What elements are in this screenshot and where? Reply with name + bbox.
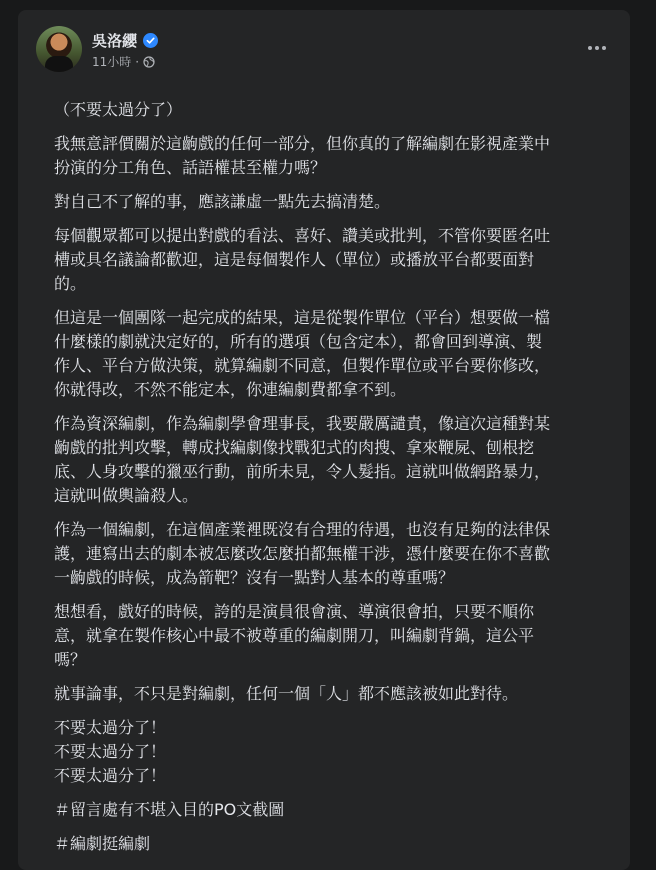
post-paragraph xyxy=(54,132,634,180)
post-text-line: 扮演的分工角色、話語權甚至權力嗎？ xyxy=(54,158,327,177)
verified-badge-icon xyxy=(143,33,158,48)
post-body xyxy=(54,98,634,866)
post-paragraph xyxy=(54,224,634,296)
post-text-line: 底、人身攻擊的獵巫行動，前所未見，令人髮指。這就叫做網路暴力， xyxy=(54,462,551,481)
post-paragraph xyxy=(54,518,634,590)
post-text-line: 不要太過分了！ xyxy=(54,766,167,785)
post-text-line: 作為一個編劇，在這個產業裡既沒有合理的待遇，也沒有足夠的法律保 xyxy=(54,520,551,539)
meta-separator: · xyxy=(135,54,140,69)
post-text-line: 齣戲的批判攻擊，轉成找編劇像找戰犯式的肉搜、拿來鞭屍、刨根挖 xyxy=(54,438,535,457)
post-text-line: 你就得改，不然不能定本，你連編劇費都拿不到。 xyxy=(54,380,407,399)
post-text-line: 想想看，戲好的時候，誇的是演員很會演、導演很會拍，只要不順你 xyxy=(54,602,535,621)
post-text-line: 意，就拿在製作核心中最不被尊重的編劇開刀，叫編劇背鍋，這公平 xyxy=(54,626,535,645)
author-name[interactable]: 吳洛纓 xyxy=(92,31,138,50)
post-text-line: 這就叫做輿論殺人。 xyxy=(54,486,199,505)
post-header xyxy=(36,26,612,76)
post-card xyxy=(18,10,630,870)
post-text-line: （不要太過分了） xyxy=(54,100,183,119)
post-paragraph xyxy=(54,798,634,822)
post-meta xyxy=(92,53,155,70)
post-paragraph xyxy=(54,98,634,122)
post-paragraph xyxy=(54,832,634,856)
post-paragraph xyxy=(54,190,634,214)
globe-icon[interactable] xyxy=(143,56,155,68)
post-text-line: 的。 xyxy=(54,274,87,293)
post-paragraph xyxy=(54,412,634,508)
post-text-line: 不要太過分了！ xyxy=(54,742,167,761)
post-paragraph xyxy=(54,306,634,402)
post-text-line: ＃編劇挺編劇 xyxy=(54,834,151,853)
post-text-line: 作為資深編劇，作為編劇學會理事長，我要嚴厲譴責，像這次這種對某 xyxy=(54,414,551,433)
post-paragraph xyxy=(54,682,634,706)
post-text-line: 我無意評價關於這齣戲的任何一部分，但你真的了解編劇在影視產業中 xyxy=(54,134,551,153)
post-text-line: 什麼樣的劇就決定好的，所有的選項（包含定本），都會回到導演、製 xyxy=(54,332,543,351)
post-text-line: 嗎？ xyxy=(54,650,87,669)
post-text-line: 一齣戲的時候，成為箭靶？沒有一點對人基本的尊重嗎？ xyxy=(54,568,455,587)
post-paragraph xyxy=(54,716,634,788)
post-text-line: 槽或具名議論都歡迎，這是每個製作人（單位）或播放平台都要面對 xyxy=(54,250,535,269)
more-options-icon[interactable] xyxy=(582,36,612,60)
post-text-line: 但這是一個團隊一起完成的結果，這是從製作單位（平台）想要做一檔 xyxy=(54,308,551,327)
post-text-line: ＃留言處有不堪入目的PO文截圖 xyxy=(54,800,285,819)
author-avatar[interactable] xyxy=(36,26,82,72)
post-text-line: 不要太過分了！ xyxy=(54,718,167,737)
post-text-line: 對自己不了解的事，應該謙虛一點先去搞清楚。 xyxy=(54,192,391,211)
avatar-shirt xyxy=(45,56,73,72)
post-text-line: 就事論事，不只是對編劇，任何一個「人」都不應該被如此對待。 xyxy=(54,684,519,703)
post-timestamp[interactable]: 11小時 xyxy=(92,55,132,69)
post-text-line: 作人、平台方做決策，就算編劇不同意，但製作單位或平台要你修改， xyxy=(54,356,551,375)
author-row xyxy=(92,29,158,51)
post-text-line: 每個觀眾都可以提出對戲的看法、喜好、讚美或批判，不管你要匿名吐 xyxy=(54,226,551,245)
post-paragraph xyxy=(54,600,634,672)
post-text-line: 護，連寫出去的劇本被怎麼改怎麼拍都無權干涉，憑什麼要在你不喜歡 xyxy=(54,544,551,563)
